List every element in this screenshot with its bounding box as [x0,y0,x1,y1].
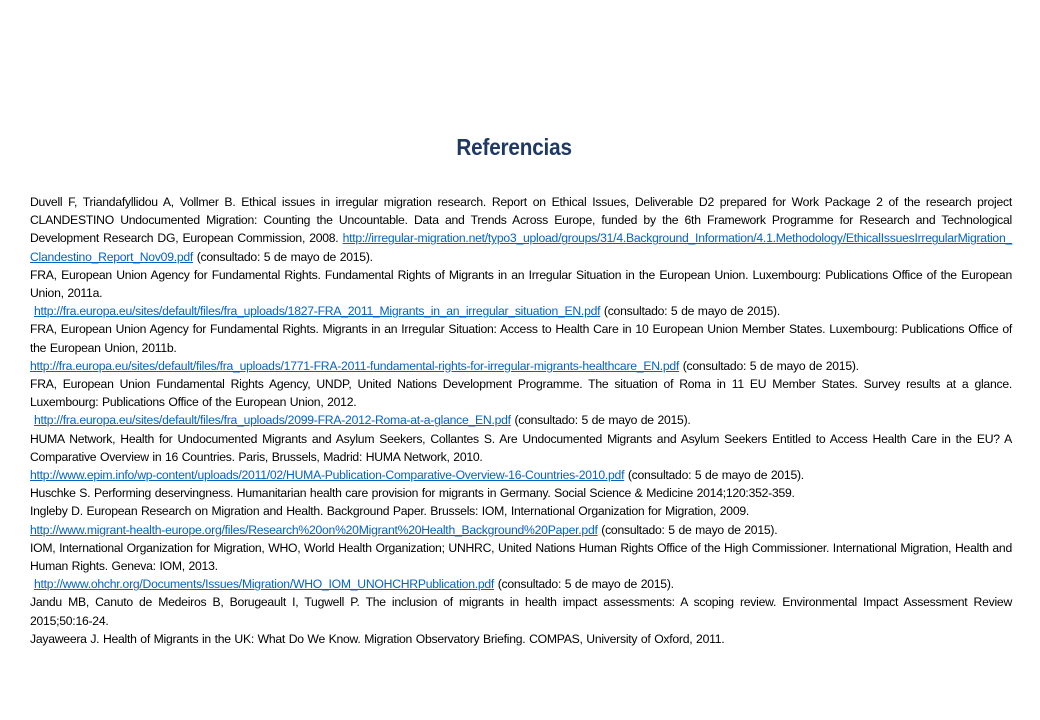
page-title: Referencias [456,134,572,160]
reference-link[interactable]: http://www.migrant-health-europe.org/files/Research%20on%20Migrant%20Health_Background%20Paper.pdf [30,522,598,537]
reference-link[interactable]: http://fra.europa.eu/sites/default/files/fra_uploads/2099-FRA-2012-Roma-at-a-glance_EN.pdf [34,413,511,428]
reference-item [30,539,1012,594]
reference-text: FRA, European Union Fundamental Rights Agency, UNDP, United Nations Development Programme. The situation of Roma in 11 EU Member States. Survey results at a glance. Luxembourg: Publications Office of the European Union, 2012. [30,377,1012,410]
reference-link[interactable]: http://fra.europa.eu/sites/default/files/fra_uploads/1771-FRA-2011-fundamental-rights-for-irregular-migrants-healthcare_EN.pdf [30,358,680,373]
reference-consulted: (consultado: 5 de mayo de 2015). [196,249,373,264]
reference-text: Jandu MB, Canuto de Medeiros B, Borugeault I, Tugwell P. The inclusion of migrants in health impact assessments: A scoping review. Environmental Impact Assessment Review 2015;50:16-24. [30,595,1012,628]
reference-text: HUMA Network, Health for Undocumented Migrants and Asylum Seekers, Collantes S. Are Undocumented Migrants and Asylum Seekers Entitled to Access Health Care in the EU? A Comparative Overview in 16 Countries. Paris, Brussels, Madrid: HUMA Network, 2010. [30,431,1012,464]
reference-text: FRA, European Union Agency for Fundamental Rights. Fundamental Rights of Migrants in an Irregular Situation in the European Union. Luxembourg: Publications Office of the European Union, 2011a. [30,267,1012,301]
reference-item [30,593,1012,629]
reference-text: Ingleby D. European Research on Migration and Health. Background Paper. Brussels: IOM, International Organization for Migration, 2009. [30,504,750,519]
reference-item [30,266,1012,321]
reference-text: Jayaweera J. Health of Migrants in the UK: What Do We Know. Migration Observatory Briefing. COMPAS, University of Oxford, 2011. [30,631,725,646]
reference-item [30,502,1012,538]
reference-consulted: (consultado: 5 de mayo de 2015). [603,304,780,319]
reference-text: FRA, European Union Agency for Fundamental Rights. Migrants in an Irregular Situation: Access to Health Care in 10 European Union Member States. Luxembourg: Publications Office of the European Union, 2011b. [30,322,1012,355]
reference-text: IOM, International Organization for Migration, WHO, World Health Organization; UNHRC, United Nations Human Rights Office of the High Commissioner. International Migration, Health and Human Rights. Geneva: IOM, 2013. [30,540,1012,574]
reference-consulted: (consultado: 5 de mayo de 2015). [627,468,804,483]
reference-item [30,430,1012,485]
reference-consulted: (consultado: 5 de mayo de 2015). [682,358,859,373]
reference-link[interactable]: http://www.epim.info/wp-content/uploads/2011/02/HUMA-Publication-Comparative-Overview-16-Countries-2010.pdf [30,468,625,483]
reference-list [30,193,1012,648]
reference-text: Duvell F, Triandafyllidou A, Vollmer B. Ethical issues in irregular migration research. Report on Ethical Issues, Deliverable D2 prepared for Work Package 2 of the research project CLANDESTINO Undocumented Migration: Counting the Uncountable. Data and Trends Across Europe, funded by the 6th Framework Programme for Research and Technological Development Research DG, European Commission, 2008. [30,195,1012,246]
reference-item [30,375,1012,430]
reference-link[interactable]: http://fra.europa.eu/sites/default/files/fra_uploads/1827-FRA_2011_Migrants_in_an_irregular_situation_EN.pdf [34,304,601,319]
reference-consulted: (consultado: 5 de mayo de 2015). [601,522,778,537]
reference-item [30,193,1012,266]
reference-consulted: (consultado: 5 de mayo de 2015). [497,577,674,592]
reference-text: Huschke S. Performing deservingness. Humanitarian health care provision for migrants in Germany. Social Science & Medicine 2014;120:352-359. [30,486,795,501]
reference-link[interactable]: http://irregular-migration.net/typo3_upload/groups/31/4.Background_Information/4.1.Methodology/EthicalIssuesIrregularMigration_Clandestino_Report_Nov09.pdf [30,231,1012,264]
reference-item [30,630,1012,648]
reference-item [30,484,1012,502]
reference-item [30,320,1012,375]
reference-link[interactable]: http://www.ohchr.org/Documents/Issues/Migration/WHO_IOM_UNOHCHRPublication.pdf [34,577,495,592]
reference-consulted: (consultado: 5 de mayo de 2015). [514,413,691,428]
